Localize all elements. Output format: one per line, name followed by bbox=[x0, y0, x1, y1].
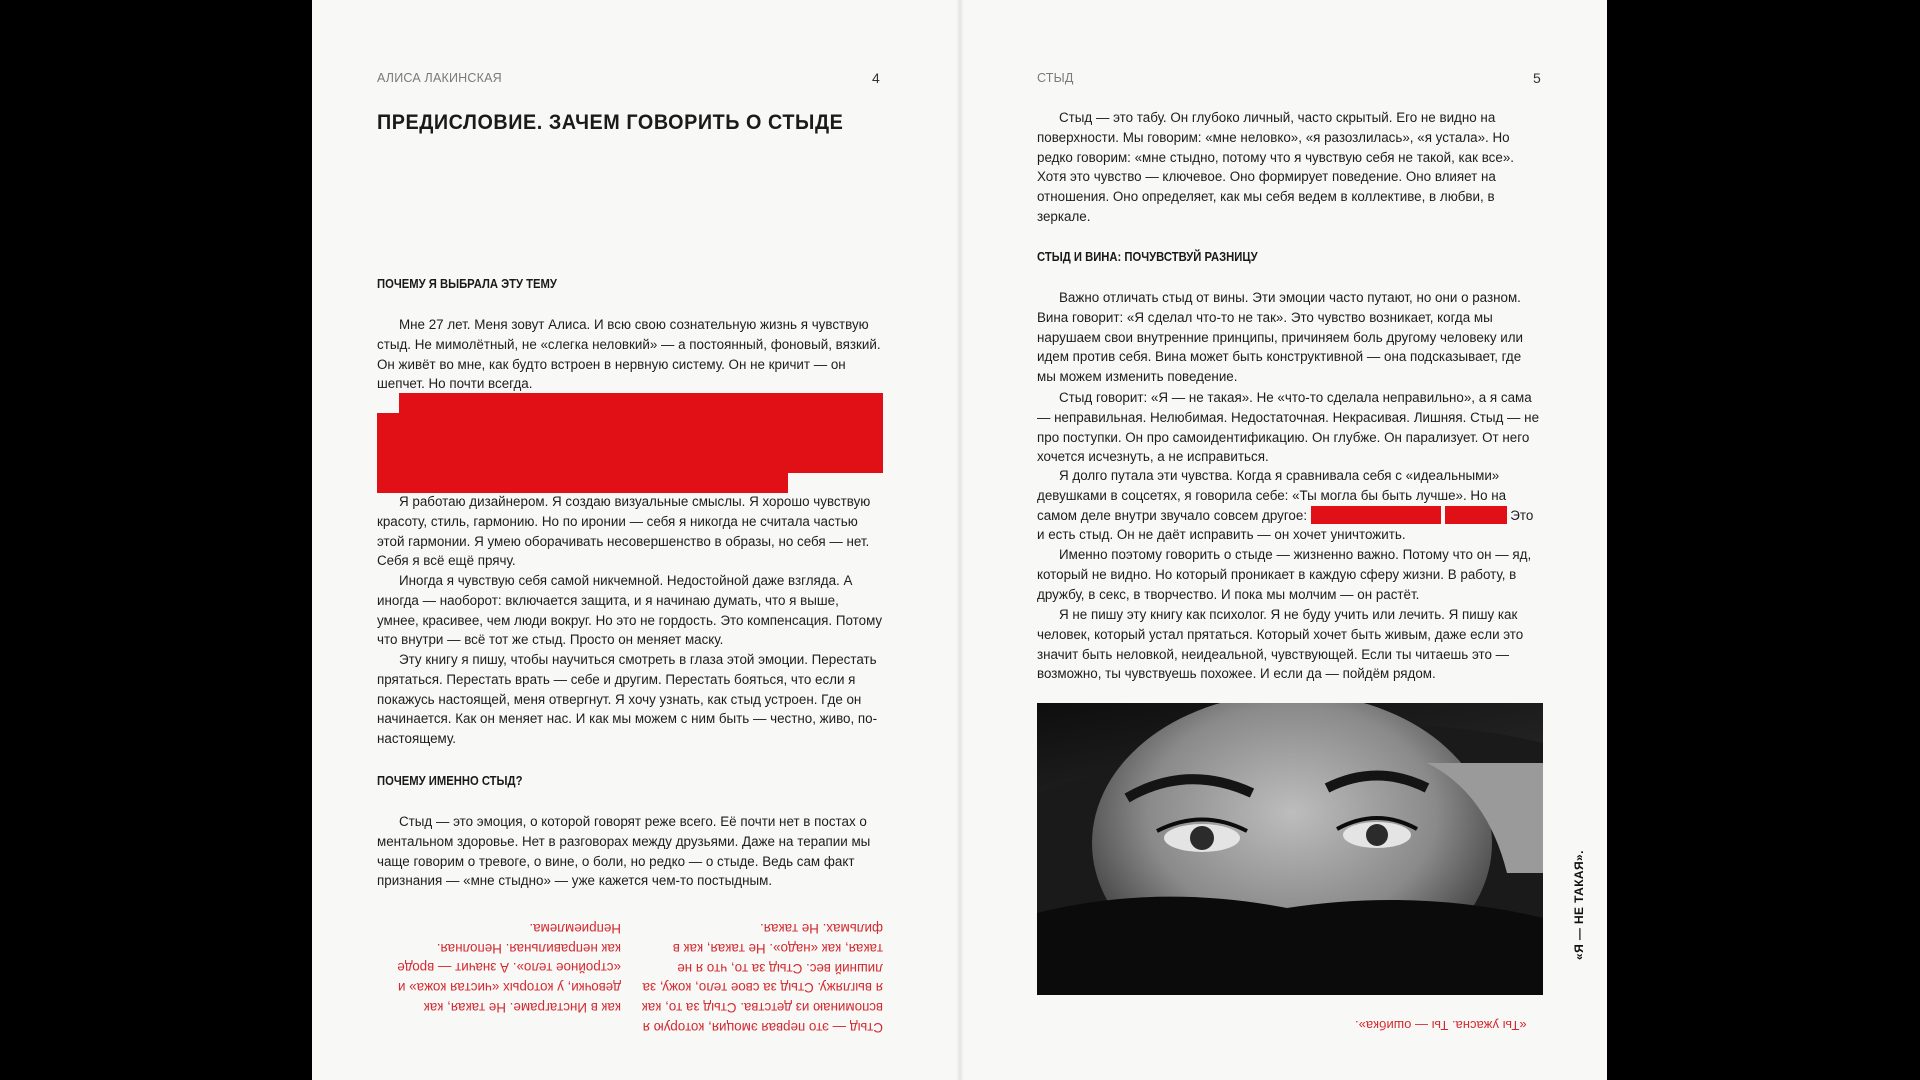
paragraph: Я работаю дизайнером. Я создаю визуальные смыслы. Я хорошо чувствую красоту, стиль, гармонию. Но по иронии — себя я никогда не считала частью этой гармонии. Я умею оборачивать несовершенство в образы, но себя — нет. Себя я всё ещё прячу. bbox=[377, 494, 871, 569]
paragraph: Стыд — это эмоция, о которой говорят реже всего. Её почти нет в постах о ментальном здоровье. Нет в разговорах между друзьями. Даже на терапии мы чаще говорим о тревоге, о вине, о боли, но редко — о стыде. Ведь сам факт признания — «мне стыдно» — уже кажется чем-то постыдным. bbox=[377, 814, 871, 889]
flipped-red-quote-right: Стыд — это первая эмоция, которую я вспоминаю из детства. Стыд за то, как я выгляжу. Стыд за свое тело, кожу, за лишний вес. Стыд за то, что я не такая, как «надо». Не такая, как в фильмах. Не такая. bbox=[641, 920, 883, 1035]
chapter-title: ПРЕДИСЛОВИЕ. ЗАЧЕМ ГОВОРИТЬ О СТЫДЕ bbox=[377, 110, 844, 134]
redaction-block bbox=[377, 413, 788, 493]
running-head-author: АЛИСА ЛАКИНСКАЯ bbox=[377, 71, 502, 85]
redaction-inline bbox=[1445, 506, 1507, 524]
paragraph: Стыд — это табу. Он глубоко личный, часто скрытый. Его не видно на поверхности. Мы говорим: «мне неловко», «я разозлилась», «я устала». Но редко говорим: «мне стыдно, потому что я чувствую себя не такой, как все». Хотя это чувство — ключевое. Оно формирует поведение. Оно влияет на отношения. Оно определяет, как мы себя ведем в коллективе, в любви, в зеркале. bbox=[1037, 110, 1514, 224]
paragraph: Иногда я чувствую себя самой никчемной. Недостойной даже взгляда. А иногда — наоборот: включается защита, и я начинаю думать, что я выше, умнее, красивее, чем люди вокруг. Но это не гордость. Это компенсация. Потому что внутри — всё тот же стыд. Просто он меняет маску. bbox=[377, 573, 883, 648]
page-number-left: 4 bbox=[872, 70, 880, 86]
redaction-inline bbox=[1311, 506, 1441, 524]
section-heading-why-topic: ПОЧЕМУ Я ВЫБРАЛА ЭТУ ТЕМУ bbox=[377, 277, 557, 291]
section-heading-why-shame: ПОЧЕМУ ИМЕННО СТЫД? bbox=[377, 774, 523, 788]
section-heading-shame-vs-guilt: СТЫД И ВИНА: ПОЧУВСТВУЙ РАЗНИЦУ bbox=[1037, 250, 1258, 264]
paragraph: Мне 27 лет. Меня зовут Алиса. И всю свою сознательную жизнь я чувствую стыд. Не мимолётный, не «слегка неловкий» — а постоянный, фоновый, вязкий. Он живёт во мне, как будто встроен в нервную систему. Он не кричит — он шепчет. Но почти всегда. bbox=[377, 317, 881, 392]
running-head-title: СТЫД bbox=[1037, 71, 1074, 85]
book-gutter bbox=[957, 0, 963, 1080]
red-caption-quote: «Ты ужасна. Ты — ошибка». bbox=[1355, 1018, 1527, 1033]
paragraph: Эту книгу я пишу, чтобы научиться смотреть в глаза этой эмоции. Перестать прятаться. Перестать врать — себе и другим. Перестать бояться, что если я покажусь настоящей, меня отвергнут. Я хочу узнать, как стыд устроен. Где он начинается. Как он меняет нас. И как мы можем с ним быть — честно, живо, по-настоящему. bbox=[377, 652, 878, 747]
flipped-red-quote-left: как в Инстаграме. Не такая, как девочки, у которых «чистая кожа» и «стройное тело». А значит — вроде как неправильная. Неполная. Неприемлема. bbox=[397, 920, 621, 1015]
paragraph: Именно поэтому говорить о стыде — жизненно важно. Потому что он — яд, который не видно. Но который проникает в каждую сферу жизни. В работу, в дружбу, в секс, в творчество. И пока мы молчим — он растёт. bbox=[1037, 547, 1532, 602]
paragraph: Стыд говорит: «Я — не такая». Не «что-то сделала неправильно», а я сама — неправильная. Нелюбимая. Недостаточная. Некрасивая. Лишняя. Стыд — не про поступки. Он про самоидентификацию. Он глубже. Он парализует. От него хочется исчезнуть, а не исправиться. bbox=[1037, 390, 1540, 465]
paragraph: Я долго путала эти чувства. Когда я сравнивала себя с «идеальными» девушками в соцсетях, я говорила себе: «Ты могла бы быть лучше». Но на самом деле внутри звучало совсем другое: Это и есть стыд. Он не даёт исправить — он хочет уничтожить. bbox=[1037, 468, 1534, 543]
paragraph: Важно отличать стыд от вины. Эти эмоции часто путают, но они о разном. Вина говорит: «Я сделал что-то не так». Это чувство возникает, когда мы нарушаем свои внутренние принципы, причиняем боль другому человеку или идем против себя. Вина может быть конструктивной — она подсказывает, где мы можем изменить поведение. bbox=[1037, 290, 1524, 385]
portrait-illustration bbox=[1037, 703, 1543, 995]
page-number-right: 5 bbox=[1533, 70, 1541, 86]
vertical-pull-quote: «Я — НЕ ТАКАЯ». bbox=[1572, 850, 1586, 960]
paragraph: Я не пишу эту книгу как психолог. Я не буду учить или лечить. Я пишу как человек, который устал прятаться. Который хочет быть живым, даже если это значит быть неловкой, неидеальной, чувствующей. Если ты читаешь это — возможно, ты чувствуешь похожее. И если да — пойдём рядом. bbox=[1037, 607, 1524, 682]
portrait-photo bbox=[1037, 703, 1543, 995]
